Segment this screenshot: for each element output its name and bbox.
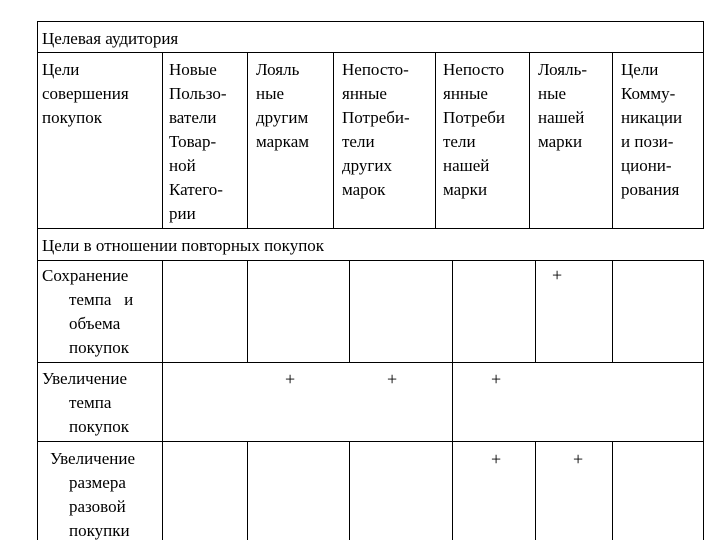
body-col-divider-2b — [247, 441, 248, 540]
plus-mark: + — [285, 369, 296, 389]
column-header-line: рования — [621, 180, 680, 199]
column-header-line: других — [342, 156, 392, 175]
title-row-divider — [37, 52, 704, 53]
header-col-divider-6 — [612, 52, 613, 228]
row-label-line: покупок — [69, 417, 129, 436]
body-col-divider-6b — [612, 441, 613, 540]
plus-mark: + — [491, 449, 502, 469]
section-title: Цели в отношении повторных покупок — [42, 236, 325, 255]
header-col-divider-1 — [162, 52, 163, 228]
header-row-divider — [37, 228, 704, 229]
row-label-line: объема — [69, 314, 121, 333]
body-col-divider-1 — [162, 260, 163, 540]
column-header-line: маркам — [256, 132, 309, 151]
plus-mark: + — [552, 265, 563, 285]
plus-mark: + — [573, 449, 584, 469]
column-header-line: никации — [621, 108, 683, 127]
body-col-divider-5 — [535, 260, 536, 362]
row-label-line: темпа — [69, 393, 112, 412]
column-header-line: совершения — [42, 84, 129, 103]
row-label-line: разовой — [69, 497, 126, 516]
column-header-line: Потреби- — [342, 108, 410, 127]
column-header-line: Комму- — [621, 84, 676, 103]
column-header-line: Потреби — [443, 108, 505, 127]
row-label-line: покупок — [69, 338, 129, 357]
column-header-line: ватели — [169, 108, 217, 127]
body-col-divider-3 — [349, 260, 350, 362]
row-label-line: темпа и — [69, 290, 134, 309]
column-header-line: ной — [169, 156, 196, 175]
row-label-line: Увеличение — [42, 369, 128, 388]
row-label-line: покупки — [69, 521, 130, 540]
column-header-line: ные — [538, 84, 567, 103]
column-header-line: нашей — [538, 108, 585, 127]
row-label-line: Увеличение — [50, 449, 136, 468]
body-col-divider-5b — [535, 441, 536, 540]
body-col-divider-6 — [612, 260, 613, 362]
header-col-divider-2 — [247, 52, 248, 228]
column-header-line: янные — [342, 84, 387, 103]
column-header-line: марок — [342, 180, 386, 199]
column-header-line: Лояль- — [538, 60, 587, 79]
column-header-line: Цели — [42, 60, 80, 79]
column-header-line: Непосто- — [342, 60, 409, 79]
body-col-divider-3b — [349, 441, 350, 540]
column-header-line: марки — [538, 132, 583, 151]
column-header-line: тели — [342, 132, 375, 151]
plus-mark: + — [387, 369, 398, 389]
table-title: Целевая аудитория — [42, 29, 179, 48]
column-header-line: тели — [443, 132, 476, 151]
column-header-line: Катего- — [169, 180, 223, 199]
body-col-divider-2 — [247, 260, 248, 362]
row2-divider — [37, 441, 704, 442]
plus-mark: + — [491, 369, 502, 389]
table-border-right-lower — [703, 260, 704, 540]
column-header-line: Непосто — [443, 60, 505, 79]
column-header-line: Пользо- — [169, 84, 227, 103]
column-header-line: марки — [443, 180, 488, 199]
column-header-line: рии — [169, 204, 196, 223]
column-header-line: янные — [443, 84, 488, 103]
column-header-line: другим — [256, 108, 309, 127]
column-header-line: Новые — [169, 60, 217, 79]
row-label-line: Сохранение — [42, 266, 129, 285]
column-header-line: Лояль — [256, 60, 300, 79]
column-header-line: Товар- — [169, 132, 217, 151]
column-header-line: циони- — [621, 156, 672, 175]
table-border-left — [37, 21, 38, 540]
column-header-line: покупок — [42, 108, 102, 127]
row-label-line: размера — [69, 473, 126, 492]
header-col-divider-3 — [333, 52, 334, 228]
section-row-divider — [37, 260, 704, 261]
column-header-line: ные — [256, 84, 285, 103]
column-header-line: и пози- — [621, 132, 674, 151]
header-col-divider-4 — [435, 52, 436, 228]
header-col-divider-5 — [529, 52, 530, 228]
body-col-divider-4 — [452, 260, 453, 540]
column-header-line: нашей — [443, 156, 490, 175]
row1-divider — [37, 362, 704, 363]
table-border-right — [703, 21, 704, 228]
column-header-line: Цели — [621, 60, 659, 79]
table-border-top — [37, 21, 704, 22]
